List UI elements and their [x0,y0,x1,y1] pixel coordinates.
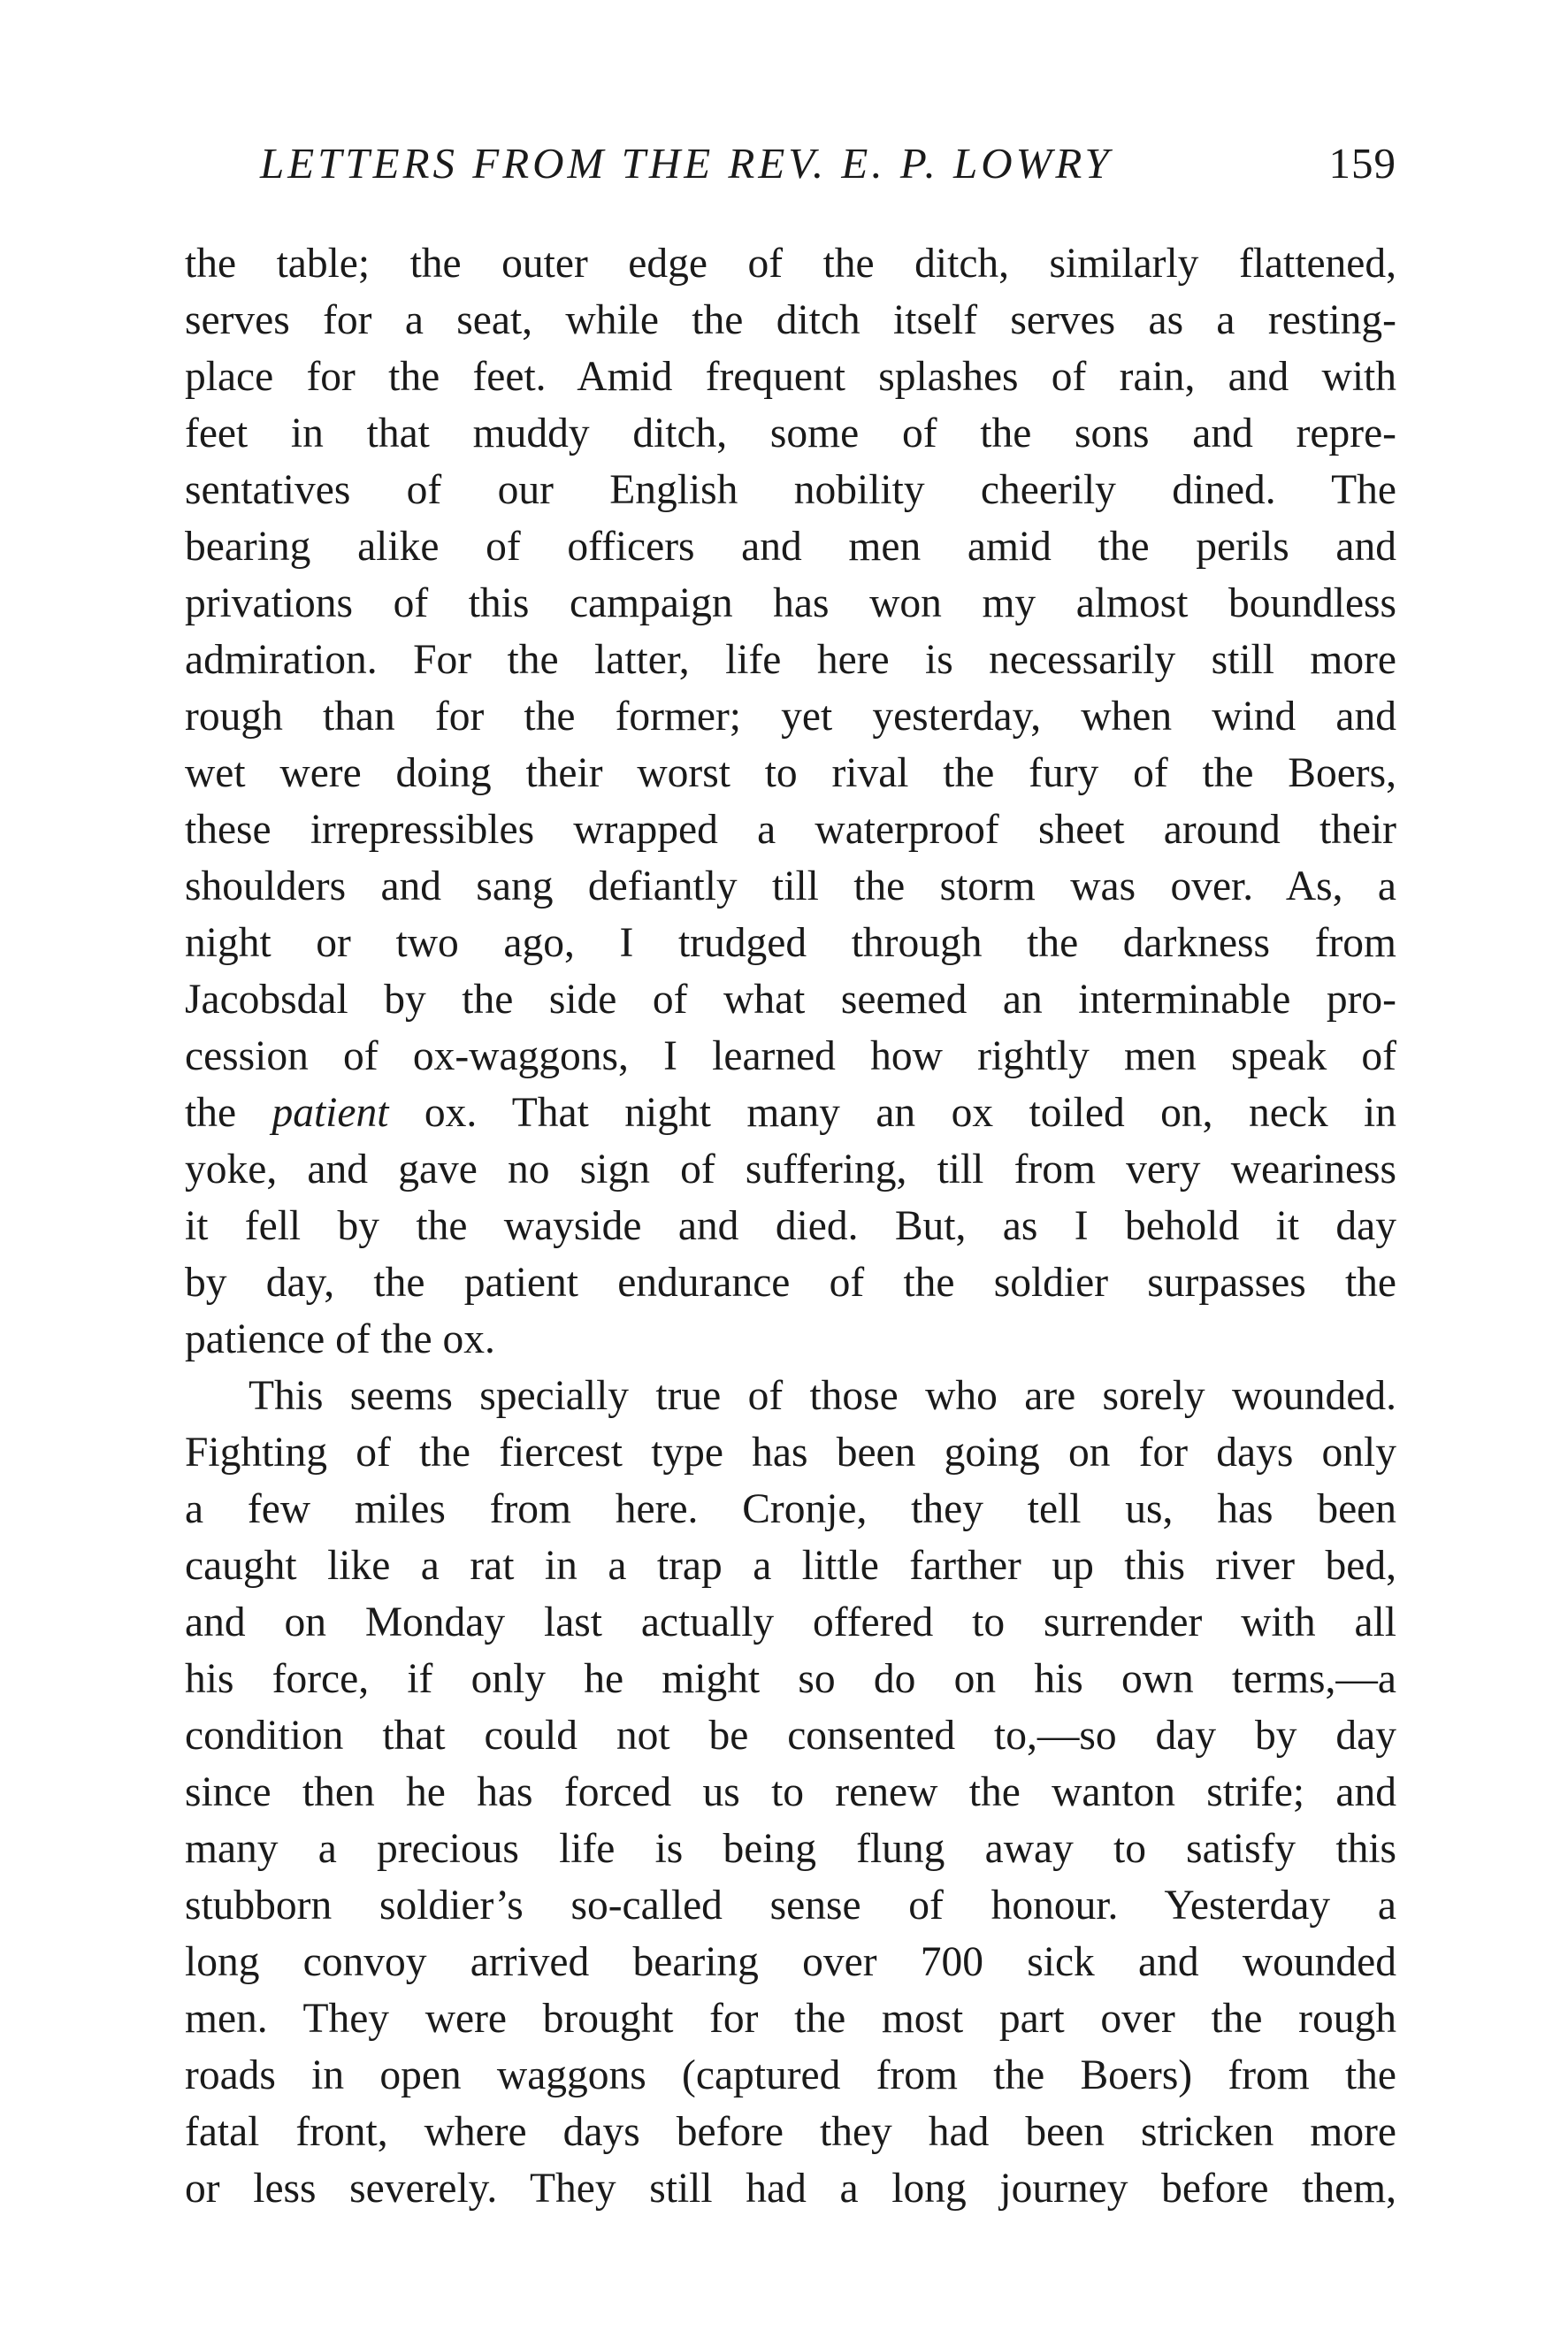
text-line: many a precious life is being flung away to satisfy this [185,1826,1396,1872]
text-line: serves for a seat, while the ditch itself serves as a resting- [185,297,1396,343]
text-line: these irrepressibles wrapped a waterproof sheet around their [185,807,1396,853]
text-line: or less severely. They still had a long journey before them, [185,2166,1396,2212]
text-line: fatal front, where days before they had been stricken more [185,2109,1396,2155]
text-line: roads in open waggons (captured from the Boers) from the [185,2052,1396,2098]
text-line: stubborn soldier’s so-called sense of honour. Yesterday a [185,1883,1396,1929]
paragraph [185,235,1396,1368]
text-line: the table; the outer edge of the ditch, similarly flattened, [185,241,1396,287]
text-line: condition that could not be consented to,—so day by day [185,1713,1396,1759]
body-text [185,235,1396,2217]
text-line: his force, if only he might so do on his own terms,—a [185,1656,1396,1702]
text-line: by day, the patient endurance of the soldier surpasses the [185,1260,1396,1306]
text-line: bearing alike of officers and men amid the perils and [185,524,1396,570]
line-text: the [185,1090,272,1136]
text-line: admiration. For the latter, life here is necessarily still more [185,637,1396,683]
running-title: LETTERS FROM THE REV. E. P. LOWRY [260,139,1113,188]
paragraph [185,1368,1396,2217]
text-line: rough than for the former; yet yesterday, when wind and [185,694,1396,740]
text-line [185,1085,1396,1141]
italic-word: patient [272,1090,389,1136]
text-line: feet in that muddy ditch, some of the sons and repre- [185,410,1396,456]
text-line: yoke, and gave no sign of suffering, till from very weariness [185,1146,1396,1193]
text-line: long convoy arrived bearing over 700 sick and wounded [185,1939,1396,1985]
text-line: This seems specially true of those who are sorely wounded. [249,1373,1396,1419]
text-line: privations of this campaign has won my almost boundless [185,580,1396,626]
text-line: place for the feet. Amid frequent splashes of rain, and with [185,354,1396,400]
text-line: it fell by the wayside and died. But, as I behold it day [185,1203,1396,1249]
text-line: sentatives of our English nobility cheerily dined. The [185,467,1396,513]
text-line: wet were doing their worst to rival the fury of the Boers, [185,750,1396,796]
text-line: night or two ago, I trudged through the darkness from [185,920,1396,966]
text-line: and on Monday last actually offered to surrender with all [185,1599,1396,1645]
text-line: cession of ox-waggons, I learned how rightly men speak of [185,1033,1396,1079]
text-line: caught like a rat in a trap a little farther up this river bed, [185,1543,1396,1589]
text-line: men. They were brought for the most part over the rough [185,1996,1396,2042]
text-line: patience of the ox. [185,1316,495,1362]
text-line: since then he has forced us to renew the wanton strife; and [185,1769,1396,1815]
text-line: shoulders and sang defiantly till the storm was over. As, a [185,863,1396,909]
line-text: ox. That night many an ox toiled on, neck in [388,1090,1396,1136]
text-line: Jacobsdal by the side of what seemed an interminable pro- [185,977,1396,1023]
text-line: a few miles from here. Cronje, they tell us, has been [185,1486,1396,1532]
running-head [185,133,1396,195]
page-number: 159 [1328,139,1396,188]
text-line: Fighting of the fiercest type has been going on for days only [185,1430,1396,1476]
